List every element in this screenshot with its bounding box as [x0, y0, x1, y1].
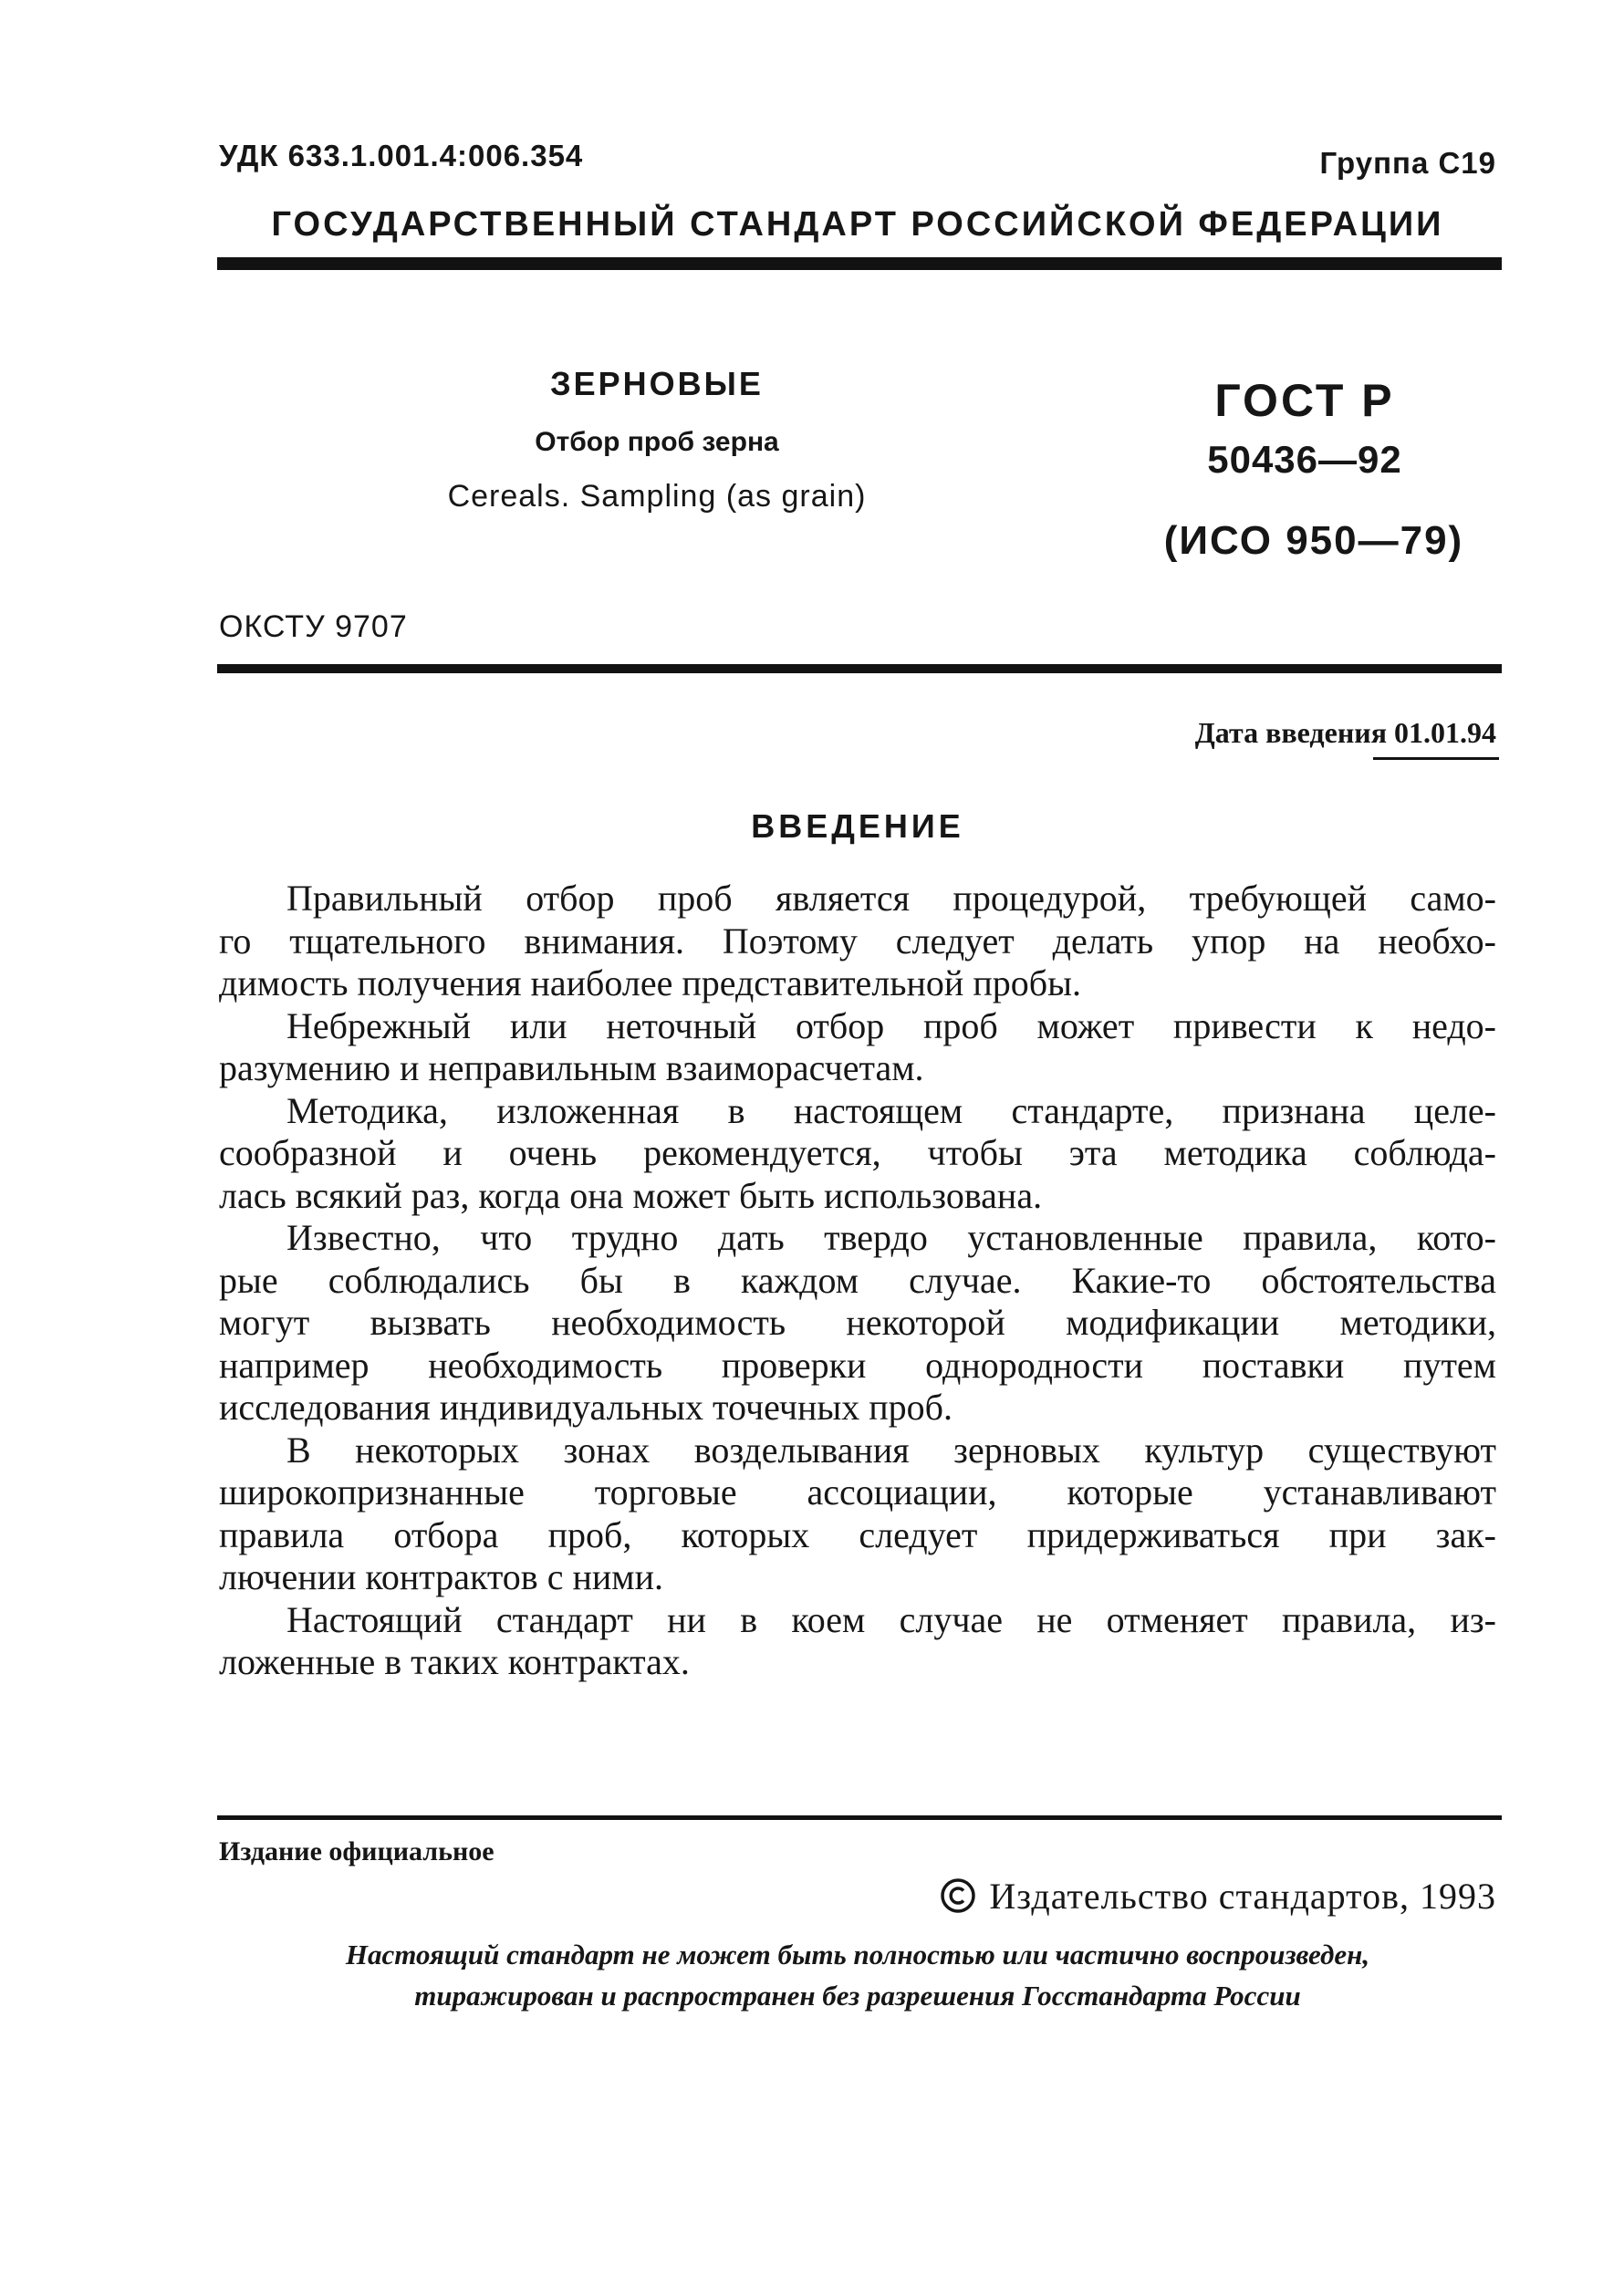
- header-divider: [217, 257, 1502, 270]
- footer-divider: [217, 1815, 1502, 1820]
- copyright-text: Издательство стандартов, 1993: [989, 1876, 1496, 1917]
- text-line: исследования индивидуальных точечных проб.: [219, 1387, 953, 1428]
- title-subtitle-en: Cereals. Sampling (as grain): [447, 479, 867, 514]
- text-line: например необходимость проверки однородности поставки путем: [219, 1344, 1496, 1386]
- gost-designation-number: 50436—92: [1207, 438, 1402, 481]
- text-line: правила отбора проб, которых следует придерживаться при зак-: [219, 1513, 1496, 1555]
- text-line: го тщательного внимания. Поэтому следует делать упор на необхо-: [219, 920, 1496, 962]
- group-code: Группа С19: [1319, 146, 1496, 180]
- text-line: В некоторых зонах возделывания зерновых культур существуют: [286, 1429, 1496, 1471]
- text-line: разумению и неправильным взаиморасчетам.: [219, 1047, 924, 1088]
- body-text: [219, 878, 1496, 1684]
- introduction-date: Дата введения 01.01.94: [1194, 716, 1496, 749]
- text-line: Настоящий стандарт ни в коем случае не отменяет правила, из-: [286, 1598, 1496, 1640]
- text-line: Небрежный или неточный отбор проб может привести к недо-: [286, 1004, 1496, 1046]
- text-line: широкопризнанные торговые ассоциации, которые устанавливают: [219, 1471, 1496, 1513]
- text-line: сообразной и очень рекомендуется, чтобы эта методика соблюда-: [219, 1132, 1496, 1173]
- title-block-divider: [217, 664, 1502, 673]
- section-heading: ВВЕДЕНИЕ: [751, 807, 964, 845]
- text-line: лючении контрактов с ними.: [219, 1556, 663, 1597]
- copyright-icon: [940, 1877, 976, 1914]
- title-subtitle-ru: Отбор проб зерна: [535, 427, 779, 457]
- date-underline: [1373, 757, 1499, 760]
- title-main: ЗЕРНОВЫЕ: [550, 365, 764, 402]
- text-line: ложенные в таких контрактах.: [219, 1641, 690, 1682]
- reproduction-notice-line1: Настоящий стандарт не может быть полностью или частично воспроизведен,: [345, 1939, 1370, 1970]
- text-line: лась всякий раз, когда она может быть использована.: [219, 1174, 1043, 1216]
- text-line: Известно, что трудно дать твердо установленные правила, кото-: [286, 1217, 1496, 1258]
- iso-equivalent: (ИСО 950—79): [1163, 518, 1464, 563]
- copyright-line: [821, 1875, 1496, 1918]
- standard-type-heading: ГОСУДАРСТВЕННЫЙ СТАНДАРТ РОССИЙСКОЙ ФЕДЕРАЦИИ: [271, 205, 1444, 244]
- text-line: рые соблюдались бы в каждом случае. Какие-то обстоятельства: [219, 1259, 1496, 1301]
- udk-code: УДК 633.1.001.4:006.354: [219, 139, 584, 172]
- text-line: Правильный отбор проб является процедурой, требующей само-: [286, 878, 1496, 919]
- text-line: могут вызвать необходимость некоторой модификации методики,: [219, 1302, 1496, 1343]
- text-line: димость получения наиболее представительной пробы.: [219, 962, 1081, 1003]
- gost-designation-prefix: ГОСТ Р: [1214, 375, 1395, 426]
- reproduction-notice-line2: тиражирован и распространен без разрешения Госстандарта России: [414, 1980, 1301, 2012]
- edition-label: Издание официальное: [219, 1836, 494, 1866]
- okstu-code: ОКСТУ 9707: [219, 609, 408, 644]
- text-line: Методика, изложенная в настоящем стандарте, признана целе-: [286, 1089, 1496, 1131]
